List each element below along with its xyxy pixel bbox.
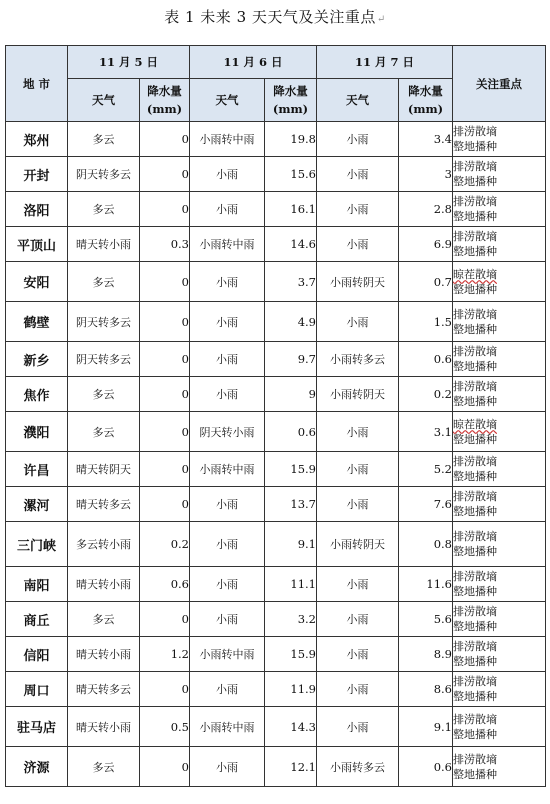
focus-cell xyxy=(453,522,546,567)
precip-cell: 0 xyxy=(140,342,190,377)
weather-cell: 多云 xyxy=(68,192,140,227)
weather-cell: 小雨 xyxy=(190,567,265,602)
focus-line-1: 排涝散墒 xyxy=(453,530,497,543)
focus-cell xyxy=(453,747,546,787)
city-cell: 信阳 xyxy=(6,637,68,672)
precip-cell: 5.6 xyxy=(399,602,453,637)
focus-cell xyxy=(453,342,546,377)
weather-cell: 小雨转多云 xyxy=(317,342,399,377)
focus-cell xyxy=(453,412,546,452)
city-cell: 周口 xyxy=(6,672,68,707)
focus-line-1: 晾茬散墒 xyxy=(453,267,497,281)
focus-line-2: 整地播种 xyxy=(453,505,497,518)
precip-cell: 0.7 xyxy=(399,262,453,302)
focus-cell xyxy=(453,377,546,412)
precip-cell: 0.2 xyxy=(399,377,453,412)
weather-cell: 小雨 xyxy=(317,157,399,192)
city-cell: 商丘 xyxy=(6,602,68,637)
focus-line-2: 整地播种 xyxy=(453,767,497,781)
table-row xyxy=(6,302,546,342)
focus-line-1: 排涝散墒 xyxy=(453,640,497,653)
precip-cell: 9.7 xyxy=(265,342,317,377)
focus-cell xyxy=(453,262,546,302)
weather-cell: 晴天转阴天 xyxy=(68,452,140,487)
table-row xyxy=(6,672,546,707)
precip-cell: 0 xyxy=(140,672,190,707)
weather-cell: 小雨 xyxy=(190,672,265,707)
city-cell: 三门峡 xyxy=(6,522,68,567)
table-row xyxy=(6,122,546,157)
focus-cell xyxy=(453,302,546,342)
focus-line-2: 整地播种 xyxy=(453,245,497,258)
weather-cell: 小雨 xyxy=(317,192,399,227)
table-row xyxy=(6,412,546,452)
weather-cell: 小雨转中雨 xyxy=(190,707,265,747)
city-cell: 郑州 xyxy=(6,122,68,157)
weather-cell: 多云 xyxy=(68,602,140,637)
focus-line-1: 排涝散墒 xyxy=(453,380,497,393)
precip-cell: 14.6 xyxy=(265,227,317,262)
focus-line-2: 整地播种 xyxy=(453,395,497,408)
weather-cell: 小雨 xyxy=(190,522,265,567)
precip-cell: 0 xyxy=(140,452,190,487)
focus-line-2: 整地播种 xyxy=(453,175,497,188)
precip-cell: 19.8 xyxy=(265,122,317,157)
weather-cell: 小雨转中雨 xyxy=(190,637,265,672)
precip-cell: 0.6 xyxy=(265,412,317,452)
weather-cell: 小雨转中雨 xyxy=(190,122,265,157)
date-header-2: 11 月 6 日 xyxy=(190,46,317,79)
weather-header-1: 天气 xyxy=(68,79,140,122)
weather-cell: 小雨转阴天 xyxy=(317,262,399,302)
weather-cell: 多云转小雨 xyxy=(68,522,140,567)
weather-cell: 小雨转中雨 xyxy=(190,227,265,262)
precip-cell: 8.9 xyxy=(399,637,453,672)
precip-cell: 5.2 xyxy=(399,452,453,487)
precip-cell: 0.6 xyxy=(399,747,453,787)
precip-cell: 0 xyxy=(140,377,190,412)
focus-line-2: 整地播种 xyxy=(453,432,497,446)
weather-header-2: 天气 xyxy=(190,79,265,122)
focus-header: 关注重点 xyxy=(453,46,546,122)
focus-line-1: 排涝散墒 xyxy=(453,675,497,688)
precip-cell: 15.9 xyxy=(265,637,317,672)
precip-cell: 0.6 xyxy=(140,567,190,602)
precip-cell: 3.4 xyxy=(399,122,453,157)
table-row xyxy=(6,487,546,522)
weather-cell: 阴天转多云 xyxy=(68,342,140,377)
weather-cell: 晴天转多云 xyxy=(68,672,140,707)
focus-line-1: 晾茬散墒 xyxy=(453,417,497,431)
weather-cell: 小雨 xyxy=(190,342,265,377)
precip-cell: 0 xyxy=(140,157,190,192)
precip-cell: 2.8 xyxy=(399,192,453,227)
table-row xyxy=(6,262,546,302)
table-row xyxy=(6,192,546,227)
precip-cell: 11.9 xyxy=(265,672,317,707)
focus-line-2: 整地播种 xyxy=(453,322,497,336)
focus-line-1: 排涝散墒 xyxy=(453,712,497,726)
table-row xyxy=(6,747,546,787)
focus-cell xyxy=(453,452,546,487)
weather-cell: 小雨 xyxy=(317,487,399,522)
precip-cell: 0 xyxy=(140,747,190,787)
precip-cell: 6.9 xyxy=(399,227,453,262)
weather-cell: 多云 xyxy=(68,122,140,157)
focus-line-1: 排涝散墒 xyxy=(453,752,497,766)
precip-cell: 12.1 xyxy=(265,747,317,787)
city-cell: 濮阳 xyxy=(6,412,68,452)
table-row xyxy=(6,602,546,637)
precip-cell: 11.6 xyxy=(399,567,453,602)
focus-cell xyxy=(453,192,546,227)
focus-line-2: 整地播种 xyxy=(453,585,497,598)
city-cell: 鹤壁 xyxy=(6,302,68,342)
weather-cell: 多云 xyxy=(68,262,140,302)
weather-cell: 小雨转多云 xyxy=(317,747,399,787)
precip-cell: 3.7 xyxy=(265,262,317,302)
focus-cell xyxy=(453,157,546,192)
city-cell: 漯河 xyxy=(6,487,68,522)
focus-line-1: 排涝散墒 xyxy=(453,125,497,138)
precip-cell: 0 xyxy=(140,412,190,452)
focus-line-2: 整地播种 xyxy=(453,360,497,373)
precip-cell: 0 xyxy=(140,487,190,522)
precip-header-1: 降水量 (mm) xyxy=(140,79,190,122)
focus-cell xyxy=(453,672,546,707)
precip-cell: 0.3 xyxy=(140,227,190,262)
focus-line-1: 排涝散墒 xyxy=(453,230,497,243)
city-cell: 开封 xyxy=(6,157,68,192)
precip-cell: 3 xyxy=(399,157,453,192)
table-row xyxy=(6,522,546,567)
weather-cell: 小雨 xyxy=(317,452,399,487)
focus-line-2: 整地播种 xyxy=(453,655,497,668)
focus-cell xyxy=(453,122,546,157)
precip-cell: 0 xyxy=(140,602,190,637)
precip-cell: 9.1 xyxy=(399,707,453,747)
weather-cell: 晴天转多云 xyxy=(68,487,140,522)
precip-cell: 3.1 xyxy=(399,412,453,452)
focus-line-2: 整地播种 xyxy=(453,620,497,633)
focus-line-1: 排涝散墒 xyxy=(453,490,497,503)
precip-cell: 1.5 xyxy=(399,302,453,342)
city-cell: 驻马店 xyxy=(6,707,68,747)
weather-cell: 小雨 xyxy=(190,262,265,302)
table-row xyxy=(6,707,546,747)
table-row xyxy=(6,637,546,672)
focus-line-1: 排涝散墒 xyxy=(453,605,497,618)
precip-cell: 0.5 xyxy=(140,707,190,747)
city-cell: 济源 xyxy=(6,747,68,787)
weather-cell: 小雨 xyxy=(190,487,265,522)
precip-cell: 3.2 xyxy=(265,602,317,637)
precip-cell: 15.9 xyxy=(265,452,317,487)
weather-cell: 多云 xyxy=(68,747,140,787)
weather-cell: 阴天转多云 xyxy=(68,302,140,342)
focus-line-1: 排涝散墒 xyxy=(453,455,497,468)
focus-line-2: 整地播种 xyxy=(453,545,497,558)
weather-header-3: 天气 xyxy=(317,79,399,122)
precip-cell: 0.8 xyxy=(399,522,453,567)
focus-cell xyxy=(453,637,546,672)
focus-cell xyxy=(453,227,546,262)
precip-cell: 4.9 xyxy=(265,302,317,342)
focus-line-2: 整地播种 xyxy=(453,470,497,483)
focus-line-1: 排涝散墒 xyxy=(453,195,497,208)
city-header: 地 市 xyxy=(6,46,68,122)
weather-cell: 小雨 xyxy=(190,157,265,192)
weather-cell: 小雨 xyxy=(317,637,399,672)
precip-cell: 8.6 xyxy=(399,672,453,707)
focus-cell xyxy=(453,707,546,747)
city-cell: 安阳 xyxy=(6,262,68,302)
weather-cell: 小雨 xyxy=(190,747,265,787)
city-cell: 平顶山 xyxy=(6,227,68,262)
weather-cell: 阴天转小雨 xyxy=(190,412,265,452)
weather-cell: 多云 xyxy=(68,377,140,412)
weather-cell: 小雨 xyxy=(190,602,265,637)
weather-cell: 小雨 xyxy=(190,377,265,412)
precip-cell: 9.1 xyxy=(265,522,317,567)
city-cell: 焦作 xyxy=(6,377,68,412)
table-row xyxy=(6,342,546,377)
precip-cell: 0 xyxy=(140,122,190,157)
precip-cell: 0.2 xyxy=(140,522,190,567)
precip-header-2: 降水量 (mm) xyxy=(265,79,317,122)
table-title: 表 1 未来 3 天天气及关注重点 xyxy=(164,8,376,26)
table-row xyxy=(6,377,546,412)
weather-cell: 小雨 xyxy=(317,227,399,262)
focus-line-2: 整地播种 xyxy=(453,727,497,741)
focus-line-2: 整地播种 xyxy=(453,210,497,223)
precip-cell: 7.6 xyxy=(399,487,453,522)
focus-line-2: 整地播种 xyxy=(453,690,497,703)
weather-table xyxy=(5,45,546,787)
precip-cell: 16.1 xyxy=(265,192,317,227)
weather-cell: 阴天转多云 xyxy=(68,157,140,192)
weather-cell: 小雨 xyxy=(317,122,399,157)
precip-cell: 9 xyxy=(265,377,317,412)
focus-line-1: 排涝散墒 xyxy=(453,307,497,321)
weather-cell: 小雨 xyxy=(190,302,265,342)
table-row xyxy=(6,227,546,262)
table-caption xyxy=(0,6,550,27)
table-row xyxy=(6,567,546,602)
focus-line-1: 排涝散墒 xyxy=(453,345,497,358)
focus-cell xyxy=(453,567,546,602)
weather-cell: 小雨转阴天 xyxy=(317,522,399,567)
precip-cell: 1.2 xyxy=(140,637,190,672)
return-mark-icon: ↵ xyxy=(376,14,386,25)
date-header-1: 11 月 5 日 xyxy=(68,46,190,79)
city-cell: 洛阳 xyxy=(6,192,68,227)
focus-line-2: 整地播种 xyxy=(453,140,497,153)
weather-cell: 小雨 xyxy=(317,302,399,342)
precip-header-3: 降水量 (mm) xyxy=(399,79,453,122)
precip-cell: 0 xyxy=(140,192,190,227)
focus-line-1: 排涝散墒 xyxy=(453,160,497,173)
city-cell: 许昌 xyxy=(6,452,68,487)
focus-cell xyxy=(453,487,546,522)
weather-cell: 晴天转小雨 xyxy=(68,637,140,672)
weather-cell: 小雨 xyxy=(190,192,265,227)
precip-cell: 13.7 xyxy=(265,487,317,522)
focus-cell xyxy=(453,602,546,637)
weather-cell: 小雨转阴天 xyxy=(317,377,399,412)
weather-cell: 小雨 xyxy=(317,412,399,452)
city-cell: 新乡 xyxy=(6,342,68,377)
table-row xyxy=(6,452,546,487)
weather-cell: 小雨转中雨 xyxy=(190,452,265,487)
weather-cell: 晴天转小雨 xyxy=(68,567,140,602)
weather-cell: 多云 xyxy=(68,412,140,452)
focus-line-1: 排涝散墒 xyxy=(453,570,497,583)
precip-cell: 0 xyxy=(140,262,190,302)
weather-cell: 小雨 xyxy=(317,672,399,707)
precip-cell: 15.6 xyxy=(265,157,317,192)
weather-cell: 小雨 xyxy=(317,707,399,747)
precip-cell: 11.1 xyxy=(265,567,317,602)
table-row xyxy=(6,157,546,192)
city-cell: 南阳 xyxy=(6,567,68,602)
weather-cell: 小雨 xyxy=(317,567,399,602)
precip-cell: 14.3 xyxy=(265,707,317,747)
precip-cell: 0 xyxy=(140,302,190,342)
weather-cell: 晴天转小雨 xyxy=(68,707,140,747)
weather-cell: 晴天转小雨 xyxy=(68,227,140,262)
date-header-3: 11 月 7 日 xyxy=(317,46,453,79)
focus-line-2: 整地播种 xyxy=(453,282,497,296)
precip-cell: 0.6 xyxy=(399,342,453,377)
weather-cell: 小雨 xyxy=(317,602,399,637)
